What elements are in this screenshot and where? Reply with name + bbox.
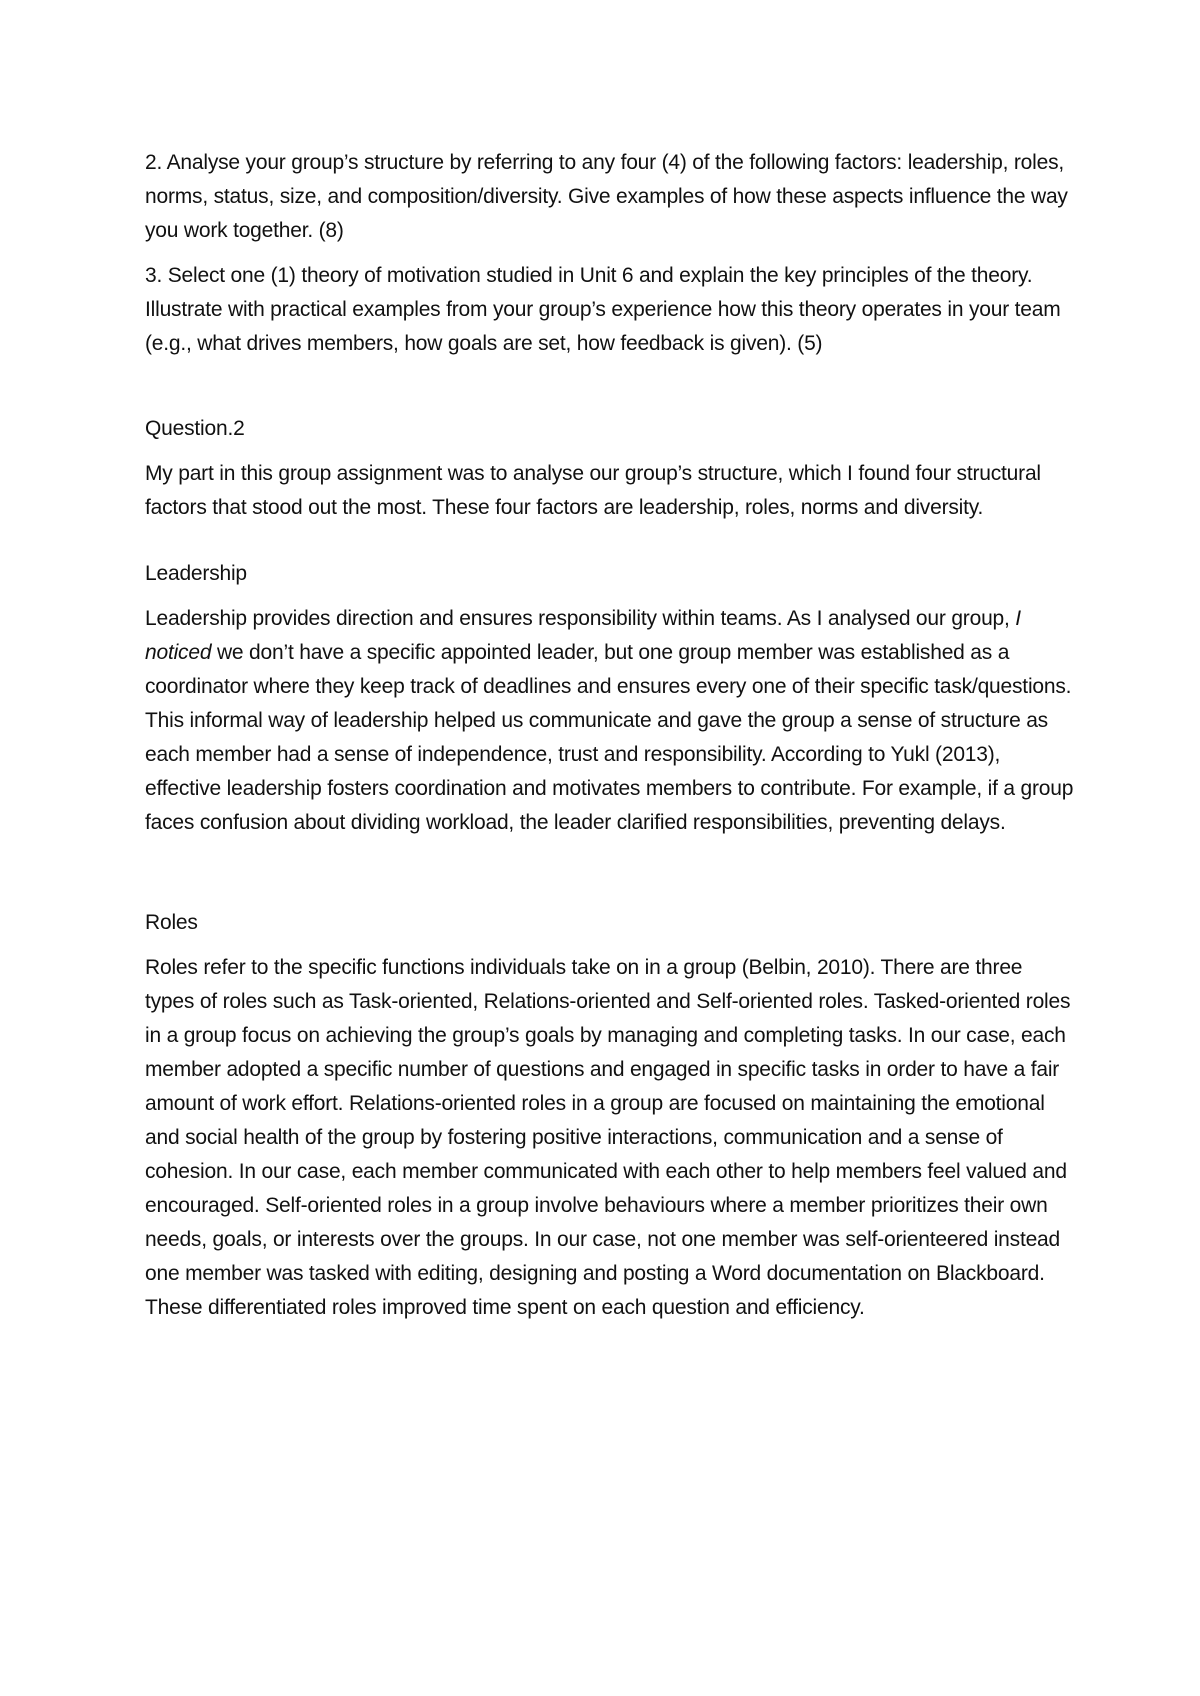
- question-2-prompt: 2. Analyse your group’s structure by referring to any four (4) of the following factors: leadership, roles, norms, status, size, and composition/diversity. Give examples of how these aspects influence the way you work together. (8): [145, 151, 1068, 242]
- roles-paragraph: Roles refer to the specific functions individuals take on in a group (Belbin, 2010). There are three types of roles such as Task-oriented, Relations-oriented and Self-oriented roles. Tasked-oriented roles in a group focus on achieving the group’s goals by managing and completing tasks. In our case, each member adopted a specific number of questions and engaged in specific tasks in order to have a fair amount of work effort. Relations-oriented roles in a group are focused on maintaining the emotional and social health of the group by fostering positive interactions, communication and a sense of cohesion. In our case, each member communicated with each other to help members feel valued and encouraged. Self-oriented roles in a group involve behaviours where a member prioritizes their own needs, goals, or interests over the groups. In our case, not one member was self-orienteered instead one member was tasked with editing, designing and posting a Word documentation on Blackboard. These differentiated roles improved time spent on each question and efficiency.: [145, 956, 1071, 1319]
- document-body: [145, 146, 1075, 1325]
- question-3-prompt: 3. Select one (1) theory of motivation studied in Unit 6 and explain the key principles of the theory. Illustrate with practical examples from your group’s experience how this theory operates in your team (e.g., what drives members, how goals are set, how feedback is given). (5): [145, 264, 1061, 355]
- leadership-text-end: we don’t have a specific appointed leader, but one group member was established as a coordinator where they keep track of deadlines and ensures every one of their specific task/questions. This informal way of leadership helped us communicate and gave the group a sense of structure as each member had a sense of independence, trust and responsibility. According to Yukl (2013), effective leadership fosters coordination and motivates members to contribute. For example, if a group faces confusion about dividing workload, the leader clarified responsibilities, preventing delays.: [145, 641, 1074, 834]
- intro-paragraph: My part in this group assignment was to analyse our group’s structure, which I found four structural factors that stood out the most. These four factors are leadership, roles, norms and diversity.: [145, 462, 1041, 519]
- roles-heading: Roles: [145, 911, 198, 934]
- leadership-heading: Leadership: [145, 562, 247, 585]
- leadership-paragraph: [145, 602, 1075, 840]
- leadership-text-start: Leadership provides direction and ensures responsibility within teams. As I analysed our group,: [145, 607, 1016, 630]
- answer-heading: Question.2: [145, 417, 245, 440]
- leadership-emphasis: I noticed: [145, 607, 1021, 664]
